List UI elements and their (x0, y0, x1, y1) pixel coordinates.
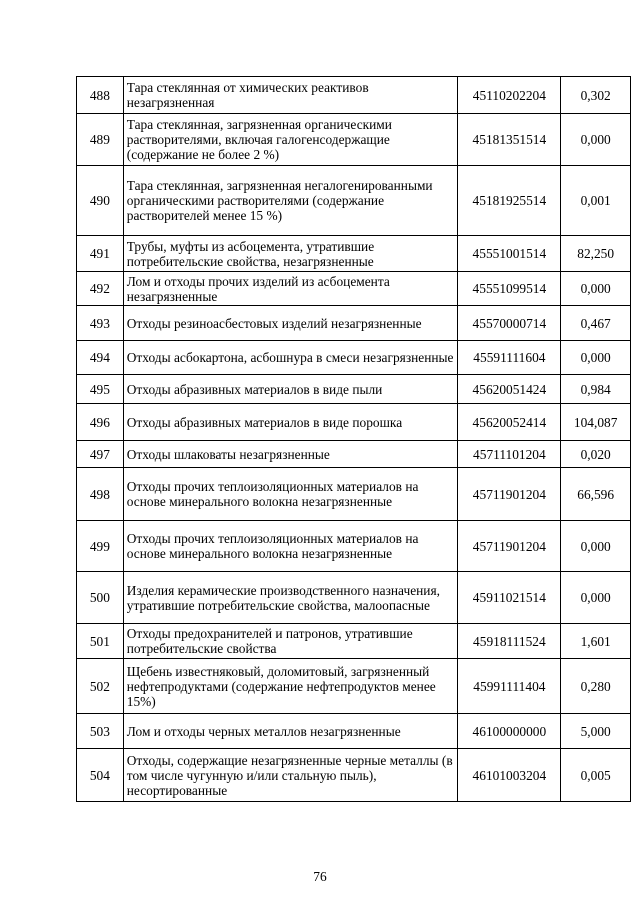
waste-amount: 0,000 (561, 521, 631, 572)
waste-name: Лом и отходы черных металлов незагрязненные (123, 714, 458, 749)
waste-amount: 0,020 (561, 441, 631, 468)
waste-code: 45991111404 (458, 659, 561, 714)
table-row (77, 714, 631, 749)
waste-amount: 0,005 (561, 749, 631, 802)
waste-code: 45711101204 (458, 441, 561, 468)
table-row (77, 114, 631, 166)
table-row (77, 468, 631, 521)
waste-code: 45591111604 (458, 341, 561, 375)
row-number: 500 (77, 572, 124, 624)
waste-table (76, 76, 631, 802)
row-number: 504 (77, 749, 124, 802)
waste-code: 45570000714 (458, 306, 561, 341)
waste-amount: 0,000 (561, 114, 631, 166)
row-number: 497 (77, 441, 124, 468)
waste-amount: 0,000 (561, 572, 631, 624)
waste-name: Трубы, муфты из асбоцемента, утратившие потребительские свойства, незагрязненные (123, 236, 458, 272)
waste-name: Щебень известняковый, доломитовый, загрязненный нефтепродуктами (содержание нефтепродуктов менее 15%) (123, 659, 458, 714)
waste-code: 45711901204 (458, 521, 561, 572)
row-number: 502 (77, 659, 124, 714)
waste-amount: 0,000 (561, 272, 631, 306)
waste-code: 45711901204 (458, 468, 561, 521)
waste-code: 46101003204 (458, 749, 561, 802)
waste-amount: 0,001 (561, 166, 631, 236)
table-row (77, 441, 631, 468)
waste-name: Отходы абразивных материалов в виде порошка (123, 404, 458, 441)
table-row (77, 624, 631, 659)
waste-code: 45551001514 (458, 236, 561, 272)
waste-amount: 0,280 (561, 659, 631, 714)
waste-name: Лом и отходы прочих изделий из асбоцемента незагрязненные (123, 272, 458, 306)
waste-amount: 0,467 (561, 306, 631, 341)
page-number: 76 (313, 869, 327, 884)
row-number: 499 (77, 521, 124, 572)
waste-code: 45620052414 (458, 404, 561, 441)
waste-name: Тара стеклянная, загрязненная негалогенированными органическими растворителями (содержание растворителей менее 15 %) (123, 166, 458, 236)
waste-name: Отходы прочих теплоизоляционных материалов на основе минерального волокна незагрязненные (123, 521, 458, 572)
row-number: 495 (77, 375, 124, 404)
table-row (77, 572, 631, 624)
row-number: 489 (77, 114, 124, 166)
waste-amount: 104,087 (561, 404, 631, 441)
waste-code: 46100000000 (458, 714, 561, 749)
waste-code: 45911021514 (458, 572, 561, 624)
table-row (77, 341, 631, 375)
row-number: 493 (77, 306, 124, 341)
waste-name: Отходы, содержащие незагрязненные черные металлы (в том числе чугунную и/или стальную пыль), несортированные (123, 749, 458, 802)
row-number: 488 (77, 77, 124, 114)
waste-amount: 0,302 (561, 77, 631, 114)
waste-code: 45551099514 (458, 272, 561, 306)
waste-amount: 5,000 (561, 714, 631, 749)
table-row (77, 375, 631, 404)
waste-name: Изделия керамические производственного назначения, утратившие потребительские свойства, малоопасные (123, 572, 458, 624)
waste-code: 45620051424 (458, 375, 561, 404)
table-row (77, 404, 631, 441)
table-row (77, 659, 631, 714)
table-row (77, 77, 631, 114)
row-number: 501 (77, 624, 124, 659)
waste-amount: 82,250 (561, 236, 631, 272)
waste-amount: 0,984 (561, 375, 631, 404)
row-number: 492 (77, 272, 124, 306)
table-row (77, 272, 631, 306)
waste-name: Отходы предохранителей и патронов, утратившие потребительские свойства (123, 624, 458, 659)
waste-name: Отходы абразивных материалов в виде пыли (123, 375, 458, 404)
row-number: 494 (77, 341, 124, 375)
waste-code: 45181925514 (458, 166, 561, 236)
table-row (77, 749, 631, 802)
waste-code: 45110202204 (458, 77, 561, 114)
waste-code: 45181351514 (458, 114, 561, 166)
row-number: 498 (77, 468, 124, 521)
waste-table-body (77, 77, 631, 802)
row-number: 491 (77, 236, 124, 272)
table-row (77, 236, 631, 272)
waste-name: Отходы прочих теплоизоляционных материалов на основе минерального волокна незагрязненные (123, 468, 458, 521)
waste-name: Отходы резиноасбестовых изделий незагрязненные (123, 306, 458, 341)
table-row (77, 521, 631, 572)
row-number: 490 (77, 166, 124, 236)
waste-name: Тара стеклянная от химических реактивов незагрязненная (123, 77, 458, 114)
waste-amount: 66,596 (561, 468, 631, 521)
table-row (77, 166, 631, 236)
waste-name: Тара стеклянная, загрязненная органическими растворителями, включая галогенсодержащие (содержание не более 2 %) (123, 114, 458, 166)
waste-name: Отходы шлаковаты незагрязненные (123, 441, 458, 468)
table-row (77, 306, 631, 341)
waste-amount: 1,601 (561, 624, 631, 659)
row-number: 496 (77, 404, 124, 441)
row-number: 503 (77, 714, 124, 749)
waste-name: Отходы асбокартона, асбошнура в смеси незагрязненные (123, 341, 458, 375)
waste-amount: 0,000 (561, 341, 631, 375)
waste-code: 45918111524 (458, 624, 561, 659)
